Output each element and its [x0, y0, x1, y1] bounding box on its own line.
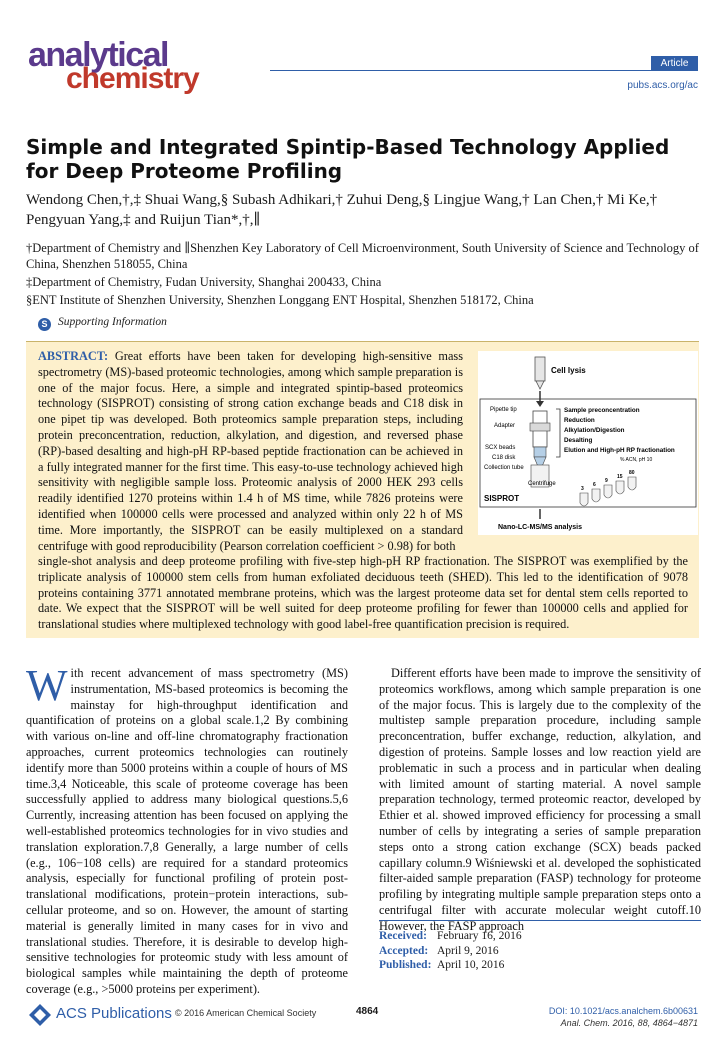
fraction-label: 9 — [605, 478, 608, 484]
fig-adapter: Adapter — [494, 423, 516, 429]
fraction-tube — [616, 481, 624, 494]
article-type-badge: Article — [651, 56, 698, 71]
copyright-text: © 2016 American Chemical Society — [175, 1008, 317, 1018]
fig-step-5: Elution and High-pH RP fractionation — [564, 447, 675, 454]
journal-logo-top: analytical — [28, 36, 168, 74]
publisher-name[interactable]: ACS Publications — [56, 1005, 172, 1022]
body-column-right — [379, 666, 701, 935]
publication-dates — [379, 920, 701, 973]
published-label: Published: — [379, 959, 432, 971]
page-number: 4864 — [356, 1006, 379, 1017]
abstract-body-1: Great efforts have been taken for developing high-sensitive mass spectrometry (MS)-based proteomic technologies, among which sample preparation is one of the major focus. Here, a simple and integrated spintip-based proteomics technology (SISPROT) consisting of strong cation exchange beads and C18 disk in one pipet tip was developed. Both proteomics sample preparation steps, including protein preconcentration, reduction, alkylation, and digestion, and reversed phase (RP)-based desalting and high-pH RP-based peptide fractionation can be achieved in a fully integrated manner for the first time. This easy-to-use technology achieved high sensitivity with negligible sample loss. Proteomic analysis of 2000 HEK 293 cells readily identified 1270 proteins within 1.4 h of MS time, while 7826 proteins were identified when 100000 cells were processed and analyzed within only 22 h of MS time. More importantly, the SISPROT can be easily multiplexed on a standard centrifuge with good reproducibility (Pearson correlation coefficient > 0.98) for both — [38, 349, 463, 553]
affiliation-3: §ENT Institute of Shenzhen University, Shenzhen Longgang ENT Hospital, Shenzhen 518172, China — [26, 293, 534, 307]
fraction-tube — [592, 489, 600, 502]
fig-collection-tube: Collection tube — [484, 465, 524, 471]
fig-centrifuge: Centrifuge — [528, 481, 556, 487]
fig-step-2: Reduction — [564, 417, 595, 424]
abstract-label: ABSTRACT: — [38, 349, 109, 363]
citation-text: Anal. Chem. 2016, 88, 4864−4871 — [560, 1018, 698, 1028]
received-label: Received: — [379, 930, 427, 942]
body-paragraph-1: ith recent advancement of mass spectrometry (MS) instrumentation, MS-based proteomics is becoming the mainstay for high-throughput identification and quantification of proteins on a global scale.1,2 By combining with various on-line and off-line chromatography fractionation approaches, current proteomics technologies can routinely identify more than 5000 proteins within a couple of hours of MS time.3,4 Noticeable, this scale of proteome coverage has been successfully applied to address many biological questions.5,6 Currently, increasing attention has been focused on applying the well-established proteomics technologies for in vivo studies and translation exploration.7,8 Generally, a large number of cells (e.g., 106−108 cells) are required for a standard proteomics analysis, especially for functional profiling of protein post-translational modifications, protein−protein interactions, sub-cellular proteome, and so on. However, the amount of starting material is generally limited in many cases for in vivo and translational studies. Therefore, it is desirable to develop high-sensitive technologies for proteomic study with less amount of biological samples while maintaining the depth of proteome coverage (e.g., >5000 proteins per experiment). — [26, 666, 348, 996]
author-line-1: Wendong Chen,†,‡ Shuai Wang,§ Subash Adhikari,† Zuhui Deng,§ Lingjue Wang,† Lan Chen,† Mi Ke,† — [26, 192, 658, 208]
fraction-label: 15 — [617, 474, 623, 480]
acs-logo-icon — [28, 1003, 52, 1027]
journal-url-link[interactable]: pubs.acs.org/ac — [627, 80, 698, 91]
fig-nano-lc: Nano-LC-MS/MS analysis — [498, 524, 583, 531]
toc-graphic — [478, 351, 698, 535]
fraction-label: 6 — [593, 482, 596, 488]
fig-c18-disk: C18 disk — [492, 455, 516, 461]
fraction-tube — [604, 485, 612, 498]
author-line-2: Pengyuan Yang,‡ and Ruijun Tian*,†,∥ — [26, 212, 261, 228]
fraction-label: 3 — [581, 486, 584, 492]
body-column-left — [26, 661, 348, 998]
supporting-info-icon[interactable]: S — [38, 318, 51, 331]
article-title: Simple and Integrated Spintip-Based Technology Applied for Deep Proteome Profiling — [26, 135, 670, 183]
doi-link[interactable]: DOI: 10.1021/acs.analchem.6b00631 — [548, 1006, 698, 1016]
fig-pipette-tip: Pipette tip — [490, 407, 517, 413]
affiliation-2: ‡Department of Chemistry, Fudan University, Shanghai 200433, China — [26, 275, 382, 289]
drop-cap: W — [26, 661, 68, 710]
author-list — [26, 190, 702, 230]
fig-cell-lysis: Cell lysis — [551, 366, 586, 375]
accepted-date: April 9, 2016 — [437, 944, 499, 957]
fig-step-4: Desalting — [564, 437, 593, 444]
journal-logo-bottom: chemistry — [66, 62, 199, 95]
fig-sisprot-label: SISPROT — [484, 494, 520, 503]
accepted-label: Accepted: — [379, 944, 429, 957]
affiliation-1: †Department of Chemistry and ∥Shenzhen Key Laboratory of Cell Microenvironment, South University of Science and Technology of China, Shenzhen 518055, China — [26, 241, 699, 271]
abstract-text-part2: single-shot analysis and deep proteome profiling with five-step high-pH RP fractionation. The SISPROT was exemplified by the triplicate analysis of 100000 stem cells from human exfoliated deciduous teeth (SHED). This led to the identification of 9078 proteins containing 3771 annotated membrane proteins, which was the largest proteome data set for dental stem cells reported to date. We expect that the SISPROT will be well suited for deep proteome profiling for fewer than 100000 cells and applied for translational studies where multiplexed technology with good label-free quantification precision is required. — [38, 554, 688, 632]
fig-step-1: Sample preconcentration — [564, 407, 640, 414]
supporting-info-link[interactable]: Supporting Information — [58, 316, 167, 328]
received-date: February 16, 2016 — [437, 930, 522, 942]
fraction-tube — [580, 493, 588, 506]
fraction-tube — [628, 477, 636, 490]
body-paragraph-2: Different efforts have been made to improve the sensitivity of proteomics workflows, among which sample preparation is one of the major focus. This is largely due to the complexity of the multistep sample preparation procedure, including sample preconcentration, buffer exchange, reduction, alkylation, and digestion of proteins. Sample losses and low reaction yield are problematic in such a process and in particular when dealing with limited amount of starting material. A novel sample preparation technology, termed proteomic reactor, developed by Ethier et al. showed improved efficiency for processing a small number of cells by integrating a series of sample preparation steps onto a strong cation exchange (SCX) beads packed capillary column.9 Wiśniewski et al. developed the sophisticated filter-aided sample preparation (FASP) technology for proteome profiling by integrating multiple sample preparation steps onto a centrifugal filter with accurate molecular weight cutoff.10 However, the FASP approach — [379, 666, 701, 933]
fig-acn-label: % ACN, pH 10 — [620, 457, 653, 463]
abstract-text-part1 — [38, 349, 463, 554]
header-rule — [270, 70, 698, 71]
fraction-label: 80 — [629, 470, 635, 476]
fig-scx-beads: SCX beads — [485, 445, 516, 451]
fig-step-3: Alkylation/Digestion — [564, 427, 625, 434]
published-date: April 10, 2016 — [437, 959, 505, 971]
